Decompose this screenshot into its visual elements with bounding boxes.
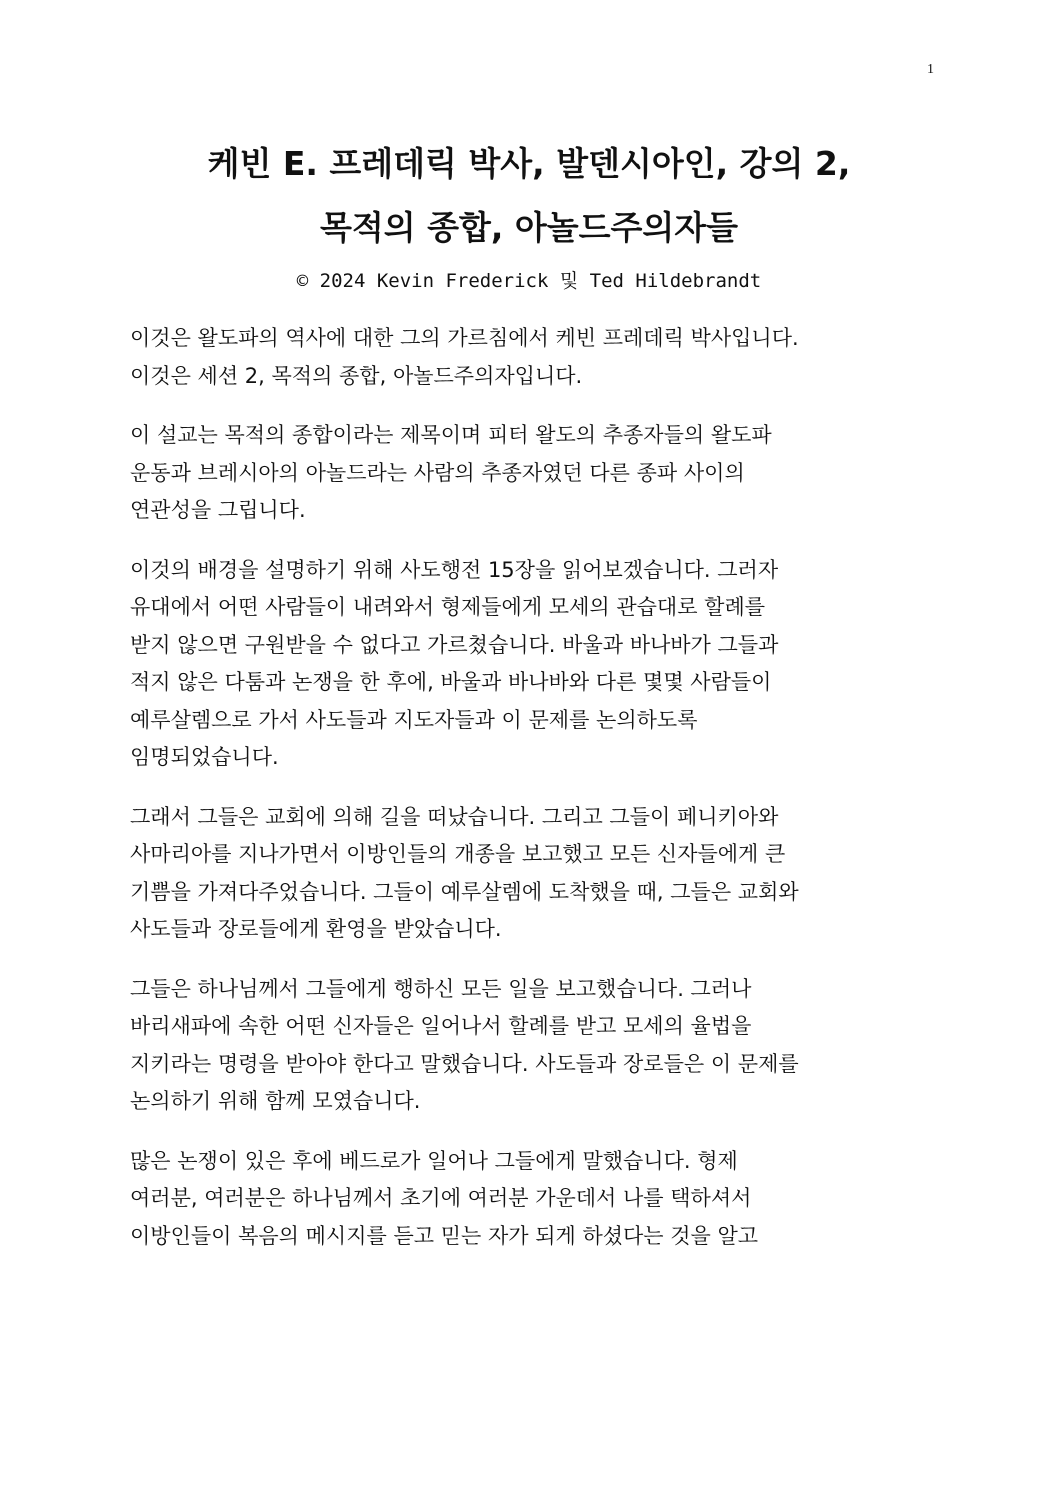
paragraph-line: 지키라는 명령을 받아야 한다고 말했습니다. 사도들과 장로들은 이 문제를 [130,1051,799,1076]
paragraph [130,971,930,1121]
paragraph-line: 이 설교는 목적의 종합이라는 제목이며 피터 왈도의 추종자들의 왈도파 [130,423,772,447]
paragraph-line: 이것의 배경을 설명하기 위해 사도행전 15장을 읽어보겠습니다. 그러자 [130,557,779,582]
paragraph-line: 이것은 세션 2, 목적의 종합, 아놀드주의자입니다. [130,363,583,388]
paragraph-line: 그들은 하나님께서 그들에게 행하신 모든 일을 보고했습니다. 그러나 [130,976,752,1001]
paragraph [130,799,930,949]
paragraph-line: 이것은 왈도파의 역사에 대한 그의 가르침에서 케빈 프레데릭 박사입니다. [130,326,799,350]
paragraph [130,1143,930,1256]
paragraph-line: 이방인들이 복음의 메시지를 듣고 믿는 자가 되게 하셨다는 것을 알고 [130,1223,759,1248]
paragraph [130,417,930,530]
paragraph [130,320,930,395]
title-line: 목적의 종합, 아놀드주의자들 [319,208,739,247]
paragraph-line: 논의하기 위해 함께 모였습니다. [130,1089,421,1113]
paragraph-line: 연관성을 그립니다. [130,498,306,522]
paragraph [130,552,930,777]
paragraph-line: 사마리아를 지나가면서 이방인들의 개종을 보고했고 모든 신자들에게 큰 [130,842,786,866]
title-line: 케빈 E. 프레데릭 박사, 발덴시아인, 강의 2, [207,144,851,183]
paragraph-line: 기쁨을 가져다주었습니다. 그들이 예루살렘에 도착했을 때, 그들은 교회와 [130,879,799,904]
paragraph-line: 임명되었습니다. [130,745,279,769]
paragraph-line: 유대에서 어떤 사람들이 내려와서 형제들에게 모세의 관습대로 할례를 [130,595,766,619]
paragraph-line: 사도들과 장로들에게 환영을 받았습니다. [130,917,502,941]
paragraph-line: 바리새파에 속한 어떤 신자들은 일어나서 할례를 받고 모세의 율법을 [130,1014,752,1038]
paragraph-line: 예루살렘으로 가서 사도들과 지도자들과 이 문제를 논의하도록 [130,707,698,732]
paragraph-line: 여러분, 여러분은 하나님께서 초기에 여러분 가운데서 나를 택하셔서 [130,1186,752,1210]
paragraph-line: 적지 않은 다툼과 논쟁을 한 후에, 바울과 바나바와 다른 몇몇 사람들이 [130,670,772,694]
paragraph-line: 운동과 브레시아의 아놀드라는 사람의 추종자였던 다른 종파 사이의 [130,460,745,485]
document-title [100,132,958,260]
paragraph-line: 많은 논쟁이 있은 후에 베드로가 일어나 그들에게 말했습니다. 형제 [130,1148,738,1173]
paragraph-line: 받지 않으면 구원받을 수 없다고 가르쳤습니다. 바울과 바나바가 그들과 [130,632,779,657]
page-number: 1 [927,62,934,77]
paragraph-line: 그래서 그들은 교회에 의해 길을 떠났습니다. 그리고 그들이 페니키아와 [130,804,779,829]
document-body [130,320,930,1277]
copyright-notice: © 2024 Kevin Frederick 및 Ted Hildebrandt [296,270,762,292]
